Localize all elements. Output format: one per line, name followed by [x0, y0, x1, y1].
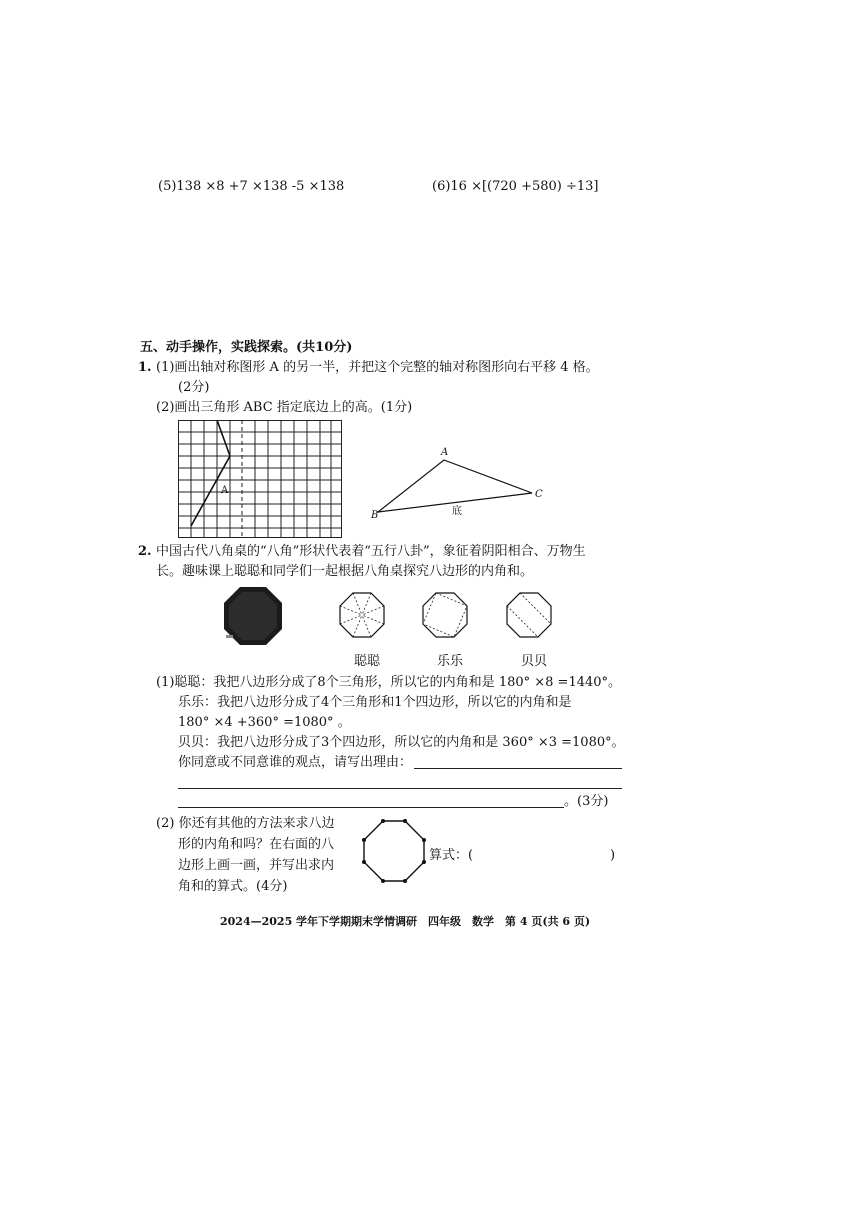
vertex-b-label: B [371, 510, 379, 521]
octagon-table-photo [222, 585, 284, 647]
q2-p1-lele-formula: 180° ×4 +360° =1080° 。 [178, 715, 351, 730]
q2-p1-congcong: (1)聪聪：我把八边形分成了8个三角形，所以它的内角和是 180° ×8 =1440°。 [156, 675, 622, 690]
answer-line-1[interactable] [414, 768, 622, 769]
q2-p1-prompt: 你同意或不同意谁的观点，请写出理由： [178, 755, 413, 770]
q2-intro-line2: 长。趣味课上聪聪和同学们一起根据八角桌探究八边形的内角和。 [156, 564, 534, 579]
formula-label: 算式：( [429, 848, 474, 863]
vertex-a-label: A [441, 447, 449, 458]
figure-a-half [191, 420, 230, 526]
grid-figure-label: A [221, 485, 229, 496]
octagon-beibei [505, 591, 553, 639]
q1-part1-points: (2分) [178, 380, 210, 395]
q2-intro-line1: 中国古代八角桌的“八角”形状代表着“五行八卦”，象征着阴阳相合、万物生 [156, 544, 586, 559]
calc-q6: (6)16 ×[(720 +580) ÷13] [432, 179, 599, 194]
calc-q5: (5)138 ×8 +7 ×138 -5 ×138 [158, 179, 345, 194]
q2-p1-beibei: 贝贝：我把八边形分成了3个四边形，所以它的内角和是 360° ×3 =1080°。 [178, 735, 625, 750]
section-heading: 五、动手操作，实践探索。(共10分) [140, 340, 353, 355]
q2-p2-line1: (2) 你还有其他的方法来求八边 [156, 816, 335, 831]
name-congcong: 聪聪 [354, 654, 381, 669]
base-label: 底 [452, 506, 462, 517]
answer-line-2[interactable] [178, 788, 622, 789]
q2-p2-line3: 边形上画一画，并写出求内 [178, 858, 335, 873]
formula-close: ) [610, 848, 616, 863]
q2-p2-line4: 角和的算式。(4分) [178, 879, 288, 894]
symmetry-grid [178, 420, 342, 538]
q2-p1-points: 。(3分) [564, 794, 609, 809]
name-lele: 乐乐 [437, 654, 464, 669]
drawing-octagon[interactable] [361, 818, 427, 884]
answer-line-3[interactable] [178, 807, 564, 808]
q1-part1-text: (1)画出轴对称图形 A 的另一半，并把这个完整的轴对称图形向右平移 4 格。 [156, 360, 599, 375]
q2-p2-line2: 形的内角和吗？在右面的八 [178, 837, 335, 852]
octagon-lele [421, 591, 469, 639]
octagon-congcong [338, 591, 386, 639]
q2-p1-lele: 乐乐：我把八边形分成了4个三角形和1个四边形，所以它的内角和是 [178, 695, 572, 710]
q1-part2-text: (2)画出三角形 ABC 指定底边上的高。(1分) [156, 400, 413, 415]
name-beibei: 贝贝 [521, 654, 548, 669]
question-number-2: 2. [138, 544, 152, 559]
page-footer: 2024—2025 学年下学期期末学情调研 四年级 数学 第 4 页(共 6 页) [220, 915, 591, 928]
vertex-c-label: C [535, 489, 543, 500]
formula-answer-area[interactable] [478, 849, 606, 865]
question-number-1: 1. [138, 360, 152, 375]
